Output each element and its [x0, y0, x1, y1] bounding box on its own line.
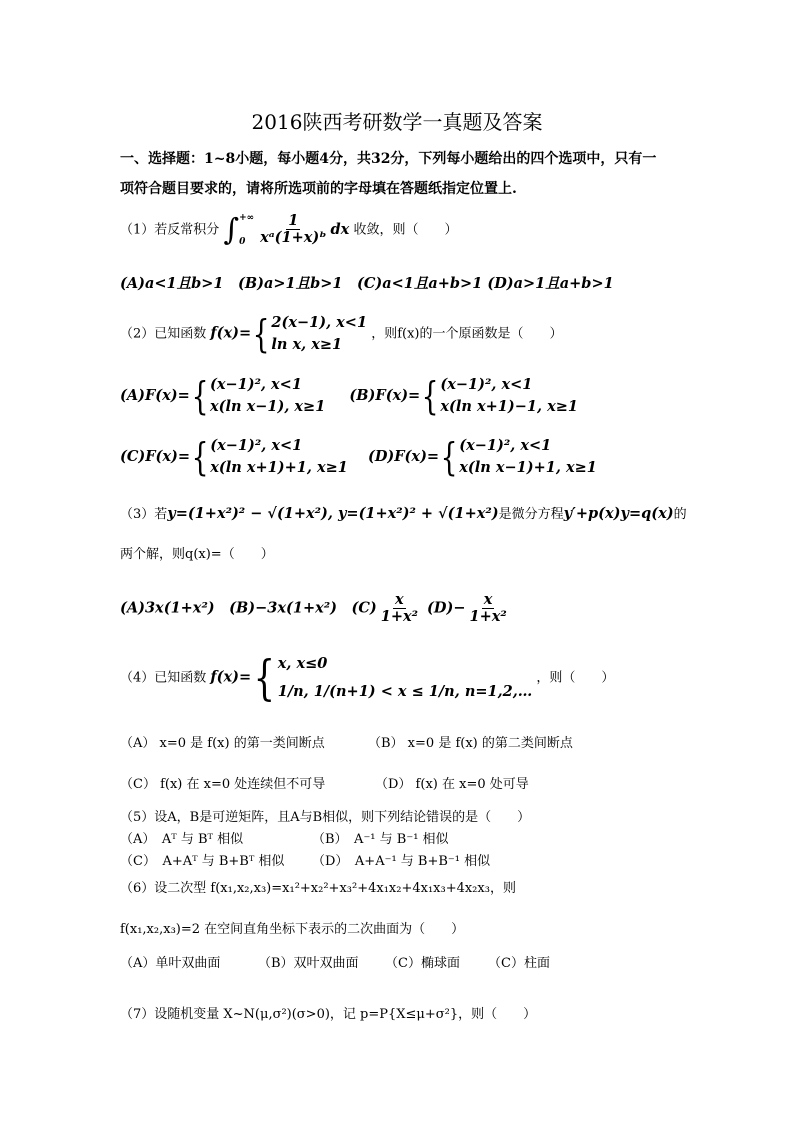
question-6-option-d: （C）柱面 [488, 956, 550, 971]
section-heading-line1: 一、选择题：1~8小题，每小题4分，共32分，下列每小题给出的四个选项中，只有一 [120, 151, 657, 167]
question-6-line2: f(x₁,x₂,x₃)=2 在空间直角坐标下表示的二次曲面为（ ） [120, 922, 465, 937]
question-6-option-b: （B）双叶双曲面 [258, 956, 359, 971]
question-4-option-d: （D） f(x) 在 x=0 处可导 [375, 777, 529, 792]
question-3: （3）若y=(1+x²)² − √(1+x²), y=(1+x²)² + √(1+x²)是微分方程y′+p(x)y=q(x)的 [120, 505, 687, 522]
question-1-options: (A)a<1且b>1 (B)a>1且b>1 (C)a<1且a+b>1 (D)a>1且a+b>1 [120, 275, 614, 292]
question-5-option-b: （B） A⁻¹ 与 B⁻¹ 相似 [312, 832, 449, 847]
question-5-option-a: （A） Aᵀ 与 Bᵀ 相似 [120, 832, 244, 847]
section-heading-line2: 项符合题目要求的，请将所选项前的字母填在答题纸指定位置上. [120, 181, 517, 197]
question-3-line2: 两个解，则q(x)=（ ） [120, 547, 274, 562]
question-2-options-cd: (C)F(x)={ (x−1)², x<1 x(ln x+1)+1, x≥1 (D)F(x)={ (x−1)², x<1 x(ln x−1)+1, x≥1 [120, 435, 597, 479]
question-4-option-c: （C） f(x) 在 x=0 处连续但不可导 [120, 777, 326, 792]
question-7: （7）设随机变量 X~N(μ,σ²)(σ>0)，记 p=P{X≤μ+σ²}，则（ ） [120, 1007, 537, 1022]
question-4-option-b: （B） x=0 是 f(x) 的第二类间断点 [368, 736, 573, 751]
question-6-option-a: （A）单叶双曲面 [120, 956, 221, 971]
question-6-option-c: （C）椭球面 [385, 956, 460, 971]
question-5-option-d: （D） A+A⁻¹ 与 B+B⁻¹ 相似 [312, 854, 491, 869]
question-5-option-c: （C） A+Aᵀ 与 B+Bᵀ 相似 [120, 854, 285, 869]
question-4-option-a: （A） x=0 是 f(x) 的第一类间断点 [120, 736, 325, 751]
question-3-options: (A)3x(1+x²) (B)−3x(1+x²) (C) $\frac{x}{\text{1+x²}}$ (D)− $\frac{x}{\text{1+x²}}$ [120, 591, 507, 625]
question-1: （1）若反常积分 ∫ +∞ 0 $\frac{1}{\text{xᵃ(1+x)ᵇ}}$ dx 收敛，则（ ） [120, 212, 458, 247]
question-2-options-ab: (A)F(x)={ (x−1)², x<1 x(ln x−1), x≥1 (B)F(x)={ (x−1)², x<1 x(ln x+1)−1, x≥1 [120, 374, 578, 418]
question-5: （5）设A，B是可逆矩阵，且A与B相似，则下列结论错误的是（ ） [120, 810, 531, 825]
question-4: （4）已知函数 f(x)={ x, x≤0 1/n, 1/(n+1) < x ≤ 1/n, n=1,2,… ，则（ ） [120, 650, 615, 706]
question-2: （2）已知函数 f(x)={ 2(x−1), x<1 ln x, x≥1 ，则f(x)的一个原函数是（ ） [120, 312, 563, 356]
question-6: （6）设二次型 f(x₁,x₂,x₃)=x₁²+x₂²+x₃²+4x₁x₂+4x₁x₃+4x₂x₃，则 [120, 881, 516, 896]
page-title: 2016陕西考研数学一真题及答案 [251, 110, 543, 134]
